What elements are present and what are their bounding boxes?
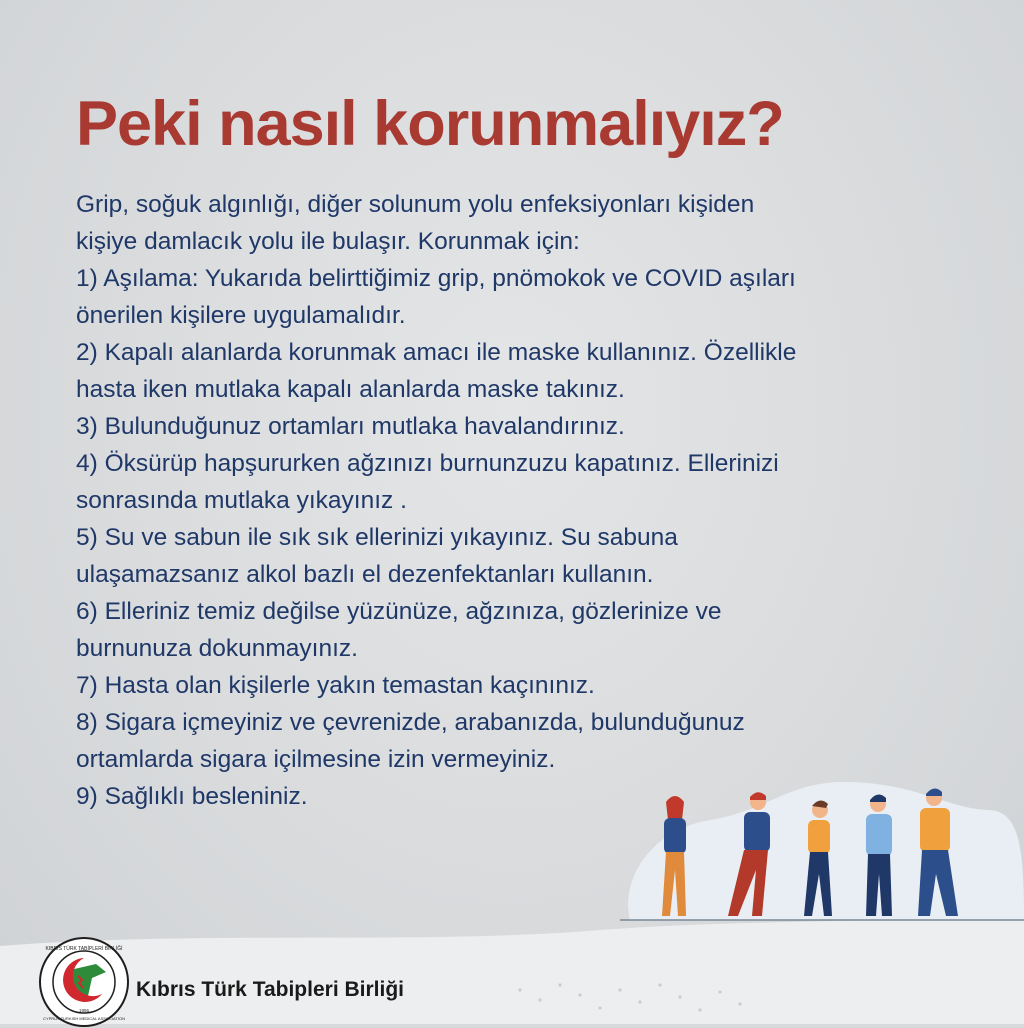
text-line: kişiye damlacık yolu ile bulaşır. Korunmak için: — [76, 228, 580, 255]
text-line: sonrasında mutlaka yıkayınız . — [76, 487, 407, 514]
text-line: 7) Hasta olan kişilerle yakın temastan kaçınınız. — [76, 672, 595, 699]
text-line: 6) Elleriniz temiz değilse yüzünüze, ağzınıza, gözlerinize ve — [76, 598, 722, 625]
text-line: 4) Öksürüp hapşururken ağzınızı burnunzuzu kapatınız. Ellerinizi — [76, 450, 779, 477]
organization-name: Kıbrıs Türk Tabipleri Birliği — [136, 978, 404, 1001]
text-line: 8) Sigara içmeyiniz ve çevrenizde, arabanızda, bulunduğunuz — [76, 709, 745, 736]
text-line: burnunuza dokunmayınız. — [76, 635, 358, 662]
text-line: ulaşamazsanız alkol bazlı el dezenfektanları kullanın. — [76, 561, 654, 588]
text-line: 3) Bulunduğunuz ortamları mutlaka havalandırınız. — [76, 413, 625, 440]
logo-ring-text-en: CYPRUS TURKISH MEDICAL ASSOCIATION — [43, 1016, 125, 1021]
logo-year: 1956 — [78, 1008, 90, 1013]
text-line: Grip, soğuk algınlığı, diğer solunum yolu enfeksiyonları kişiden — [76, 191, 755, 218]
text-line: hasta iken mutlaka kapalı alanlarda maske takınız. — [76, 376, 625, 403]
text-line: 9) Sağlıklı besleniniz. — [76, 783, 308, 810]
text-line: önerilen kişilere uygulamalıdır. — [76, 302, 406, 329]
text-line: 5) Su ve sabun ile sık sık ellerinizi yıkayınız. Su sabuna — [76, 524, 678, 551]
page-title: Peki nasıl korunmalıyız? — [76, 89, 784, 159]
text-line: ortamlarda sigara içilmesine izin vermeyiniz. — [76, 746, 556, 773]
text-line: 2) Kapalı alanlarda korunmak amacı ile maske kullanınız. Özellikle — [76, 339, 797, 366]
text-line: 1) Aşılama: Yukarıda belirttiğimiz grip, pnömokok ve COVID aşıları — [76, 265, 796, 292]
body-text — [76, 186, 996, 815]
people-illustration — [620, 770, 1024, 930]
ktbb-logo-icon — [38, 936, 130, 1028]
logo-ring-text: KIBRIS TÜRK TABİPLERİ BİRLİĞİ — [45, 946, 123, 952]
